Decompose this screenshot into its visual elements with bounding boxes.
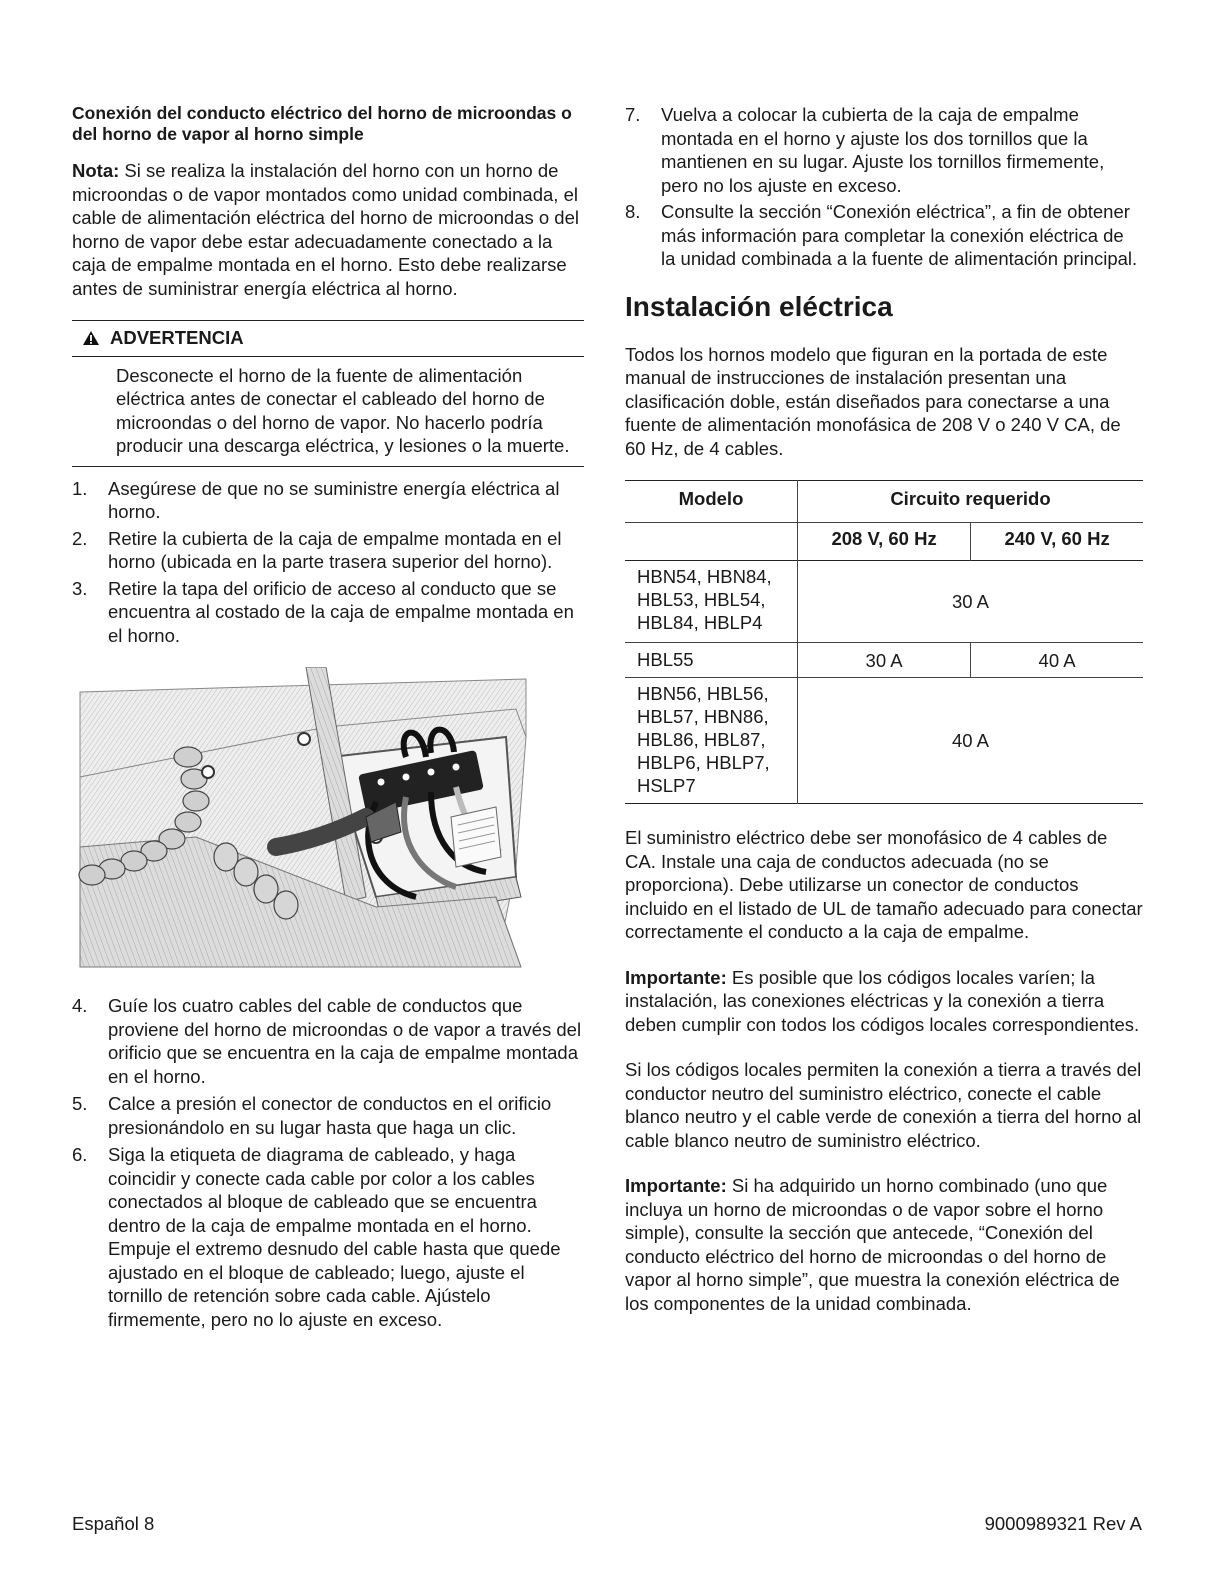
supply-paragraph: El suministro eléctrico debe ser monofásico de 4 cables de CA. Instale una caja de conductos adecuada (no se proporciona). Debe utilizarse un conector de conductos incluido en el listado de UL de tamaño adecuado para conectar correctamente el conducto a la caja de empalme. (625, 827, 1143, 942)
table-row (625, 561, 1143, 643)
table-row (625, 678, 1143, 804)
list-item (625, 200, 1143, 271)
circuit-table (625, 480, 1143, 804)
important-text: Si ha adquirido un horno combinado (uno que incluya un horno de microondas o de vapor sobre el horno simple), consulte la sección que antecede, “Conexión del conducto eléctrico del horno de microondas o del horno de vapor al horno simple”, que muestra la conexión eléctrica de los componentes de la unidad combinada. (625, 1175, 1120, 1314)
value-cell-240: 40 A (1038, 649, 1076, 671)
grounding-paragraph: Si los códigos locales permiten la conexión a tierra a través del conductor neutro del suministro eléctrico, conecte el cable blanco neutro y el cable verde de conexión a tierra del horno al cable blanco neutro de suministro eléctrico. (625, 1059, 1142, 1151)
step-text: Retire la tapa del orificio de acceso al conducto que se encuentra al costado de la caja de empalme montada en el horno. (108, 577, 574, 646)
step-number: 1. (72, 477, 88, 499)
important-paragraph-1 (625, 966, 1143, 1037)
warning-title: ADVERTENCIA (110, 327, 244, 348)
step-text: Consulte la sección “Conexión eléctrica”, a fin de obtener más información para completar la conexión eléctrica de la unidad combinada a la fuente de alimentación principal. (661, 201, 1138, 269)
step-number: 8. (625, 201, 641, 222)
model-cell: HBN54, HBN84, HBL53, HBL54, HBL84, HBLP4 (625, 561, 798, 643)
model-cell: HBL55 (625, 643, 798, 678)
page-number: Español 8 (72, 1513, 155, 1534)
value-cell: 40 A (951, 730, 990, 751)
list-item (72, 577, 584, 648)
col-header-circuit: Circuito requerido (890, 488, 1051, 509)
step-number: 3. (72, 577, 88, 599)
value-cell-208: 30 A (798, 643, 971, 678)
note-paragraph (72, 159, 584, 300)
list-item (72, 477, 584, 524)
junction-box-drawing (76, 667, 580, 977)
warning-triangle-icon (82, 330, 100, 346)
step-text: Retire la cubierta de la caja de empalme montada en el horno (ubicada en la parte trasera superior del horno). (108, 527, 562, 572)
document-number: 9000989321 Rev A (984, 1513, 1142, 1534)
steps-list-a (72, 477, 584, 648)
step-text: Asegúrese de que no se suministre energía eléctrica al horno. (108, 477, 560, 522)
step-text: Guíe los cuatro cables del cable de conductos que proviene del horno de microondas o de vapor a través del orificio que se encuentra en la caja de empalme montada en el horno. (108, 995, 582, 1087)
list-item (72, 1092, 584, 1139)
important-label: Importante: (625, 1175, 727, 1196)
step-text: Calce a presión el conector de conductos en el orificio presionándolo en su lugar hasta que haga un clic. (108, 1093, 552, 1138)
steps-list-b (72, 994, 584, 1331)
table-row (625, 643, 1143, 678)
warning-text: Desconecte el horno de la fuente de alimentación eléctrica antes de conectar el cableado del horno de microondas o del horno de vapor. No hacerlo podría producir una descarga eléctrica, y lesiones o la muerte. (116, 364, 570, 456)
step-text: Siga la etiqueta de diagrama de cableado, y haga coincidir y conecte cada cable por color a los cables conectados al bloque de cableado que se encuentra dentro de la caja de empalme montada en el horno. Empuje el extremo desnudo del cable hasta que quede ajustado en el bloque de cableado; luego, ajuste el tornillo de retención sobre cada cable. Ajústelo firmemente, pero no lo ajuste en exceso. (108, 1144, 561, 1330)
value-cell: 30 A (951, 591, 990, 612)
step-number: 6. (72, 1144, 88, 1165)
junction-box-illustration (76, 667, 580, 977)
step-text: Vuelva a colocar la cubierta de la caja de empalme montada en el horno y ajuste los dos tornillos que la mantienen en su lugar. Ajuste los tornillos firmemente, pero no los ajuste en exceso. (661, 104, 1105, 196)
left-column (72, 103, 584, 1335)
warning-header (72, 321, 584, 357)
list-item (72, 994, 584, 1088)
list-item (72, 1143, 584, 1331)
warning-box (72, 320, 584, 467)
intro-paragraph: Todos los hornos modelo que figuran en la portada de este manual de instrucciones de instalación presentan una clasificación doble, están diseñados para conectarse a una fuente de alimentación monofásica de 208 V o 240 V CA, de 60 Hz, de 4 cables. (625, 343, 1121, 459)
col-header-208: 208 V, 60 Hz (798, 523, 971, 561)
important-label: Importante: (625, 966, 727, 988)
empty-cell (625, 523, 798, 561)
steps-list-c (625, 103, 1143, 271)
step-number: 7. (625, 104, 641, 125)
step-number: 4. (72, 995, 88, 1016)
col-header-model: Modelo (625, 481, 798, 523)
section-title: Conexión del conducto eléctrico del horno de microondas o del horno de vapor al horno simple (72, 103, 572, 144)
col-header-240: 240 V, 60 Hz (1004, 528, 1110, 549)
step-number: 2. (72, 527, 88, 549)
model-cell: HBN56, HBL56, HBL57, HBN86, HBL86, HBL87, HBLP6, HBLP7, HSLP7 (625, 678, 798, 804)
important-paragraph-2 (625, 1174, 1143, 1315)
list-item (72, 527, 584, 574)
important-text: Es posible que los códigos locales varíen; la instalación, las conexiones eléctricas y la conexión a tierra deben cumplir con todos los códigos locales correspondientes. (625, 966, 1140, 1035)
right-column (625, 103, 1143, 1315)
step-number: 5. (72, 1093, 88, 1114)
section-heading: Instalación eléctrica (625, 290, 893, 322)
list-item (625, 103, 1143, 197)
note-text: Si se realiza la instalación del horno con un horno de microondas o de vapor montados como unidad combinada, el cable de alimentación eléctrica del horno de microondas o del horno de vapor debe estar adecuadamente conectado a la caja de empalme montada en el horno. Esto debe realizarse antes de suministrar energía eléctrica al horno. (72, 160, 579, 299)
note-label: Nota: (72, 160, 120, 181)
